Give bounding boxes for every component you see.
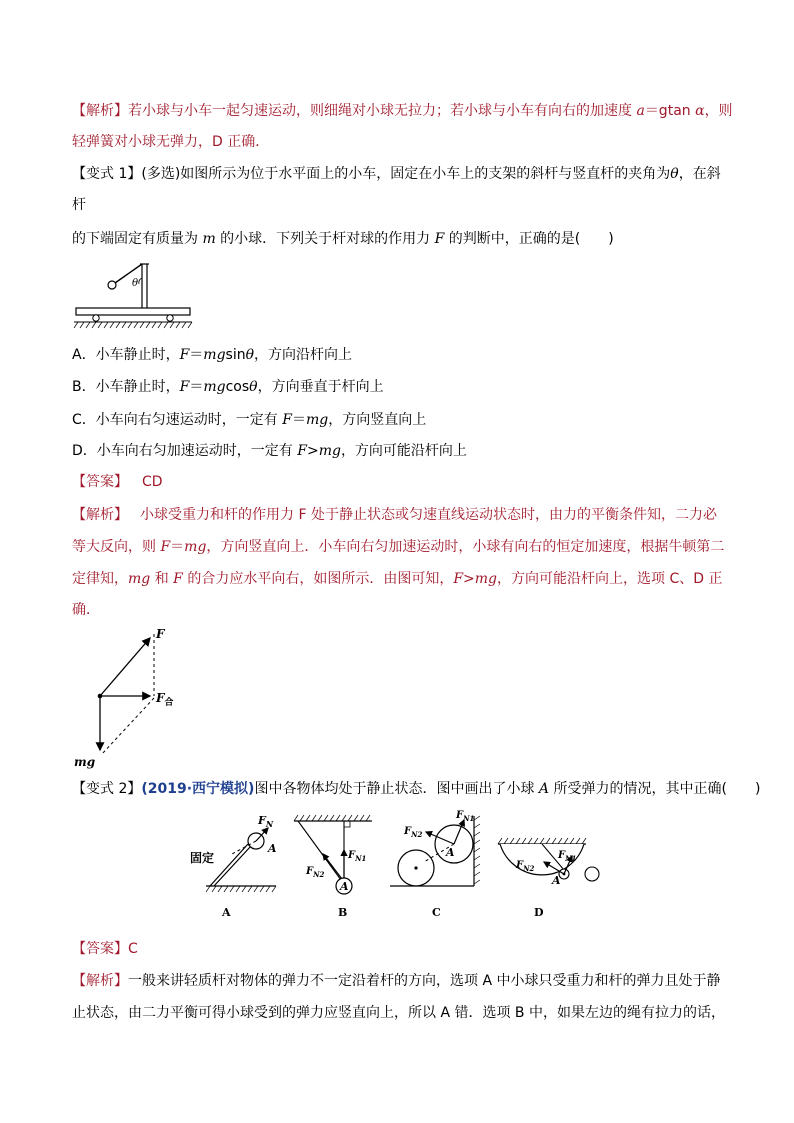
answer-value: CD: [142, 474, 163, 490]
answer-line-2: [72, 939, 138, 959]
var-m: m: [202, 231, 216, 247]
var-F: F: [297, 443, 307, 459]
explanation-text: 的合力应水平向右，如图所示．由图可知，: [182, 571, 454, 587]
option-a: [72, 345, 352, 365]
question-text: 的小球．下列关于杆对球的作用力: [215, 231, 435, 247]
var-theta: θ: [670, 166, 679, 182]
option-text: ＝: [291, 412, 306, 428]
var-a: a: [636, 103, 645, 119]
question-text: 图中各物体均处于静止状态．图中画出了小球: [254, 781, 539, 797]
var-mg: mg: [474, 571, 498, 587]
svg-text:A: A: [340, 880, 349, 893]
explanation-text: ，方向可能沿杆向上，选项 C、D 正: [497, 571, 723, 587]
analysis-tag: 【解析】: [72, 103, 128, 119]
answer-line: [72, 472, 163, 492]
var-mg: mg: [203, 379, 226, 395]
variant2-line: [72, 779, 760, 799]
option-text: ＝: [189, 379, 204, 395]
option-text: ，方向竖直向上: [328, 412, 427, 428]
var-F: F: [453, 571, 464, 587]
figure-c: [390, 810, 480, 919]
question-text: ，在斜: [678, 166, 721, 182]
variant1-line-2: 杆: [72, 197, 86, 213]
var-mg: mg: [305, 412, 329, 428]
var-F: F: [160, 539, 171, 555]
svg-text:FN: $F_N$: [258, 814, 274, 829]
variant1-line-3: [72, 229, 614, 249]
label-F-he: $F_合$: [156, 691, 174, 708]
var-theta: θ: [249, 379, 258, 395]
explanation-line-3: [72, 569, 723, 589]
option-b: [72, 377, 384, 397]
question-text: 的下端固定有质量为: [72, 231, 203, 247]
svg-text:C: C: [432, 906, 441, 919]
option-text: >: [306, 443, 319, 459]
svg-text:FN2: $F_{N2}$: [306, 866, 325, 879]
var-A: A: [538, 781, 550, 797]
explanation-text: ＝: [170, 539, 185, 555]
ball-point: [98, 694, 103, 699]
variant1-tag: 【变式 1】: [72, 166, 142, 182]
label-mg: mg: [74, 755, 96, 769]
option-d: [72, 441, 467, 461]
explanation-text: ，方向竖直向上．小车向右匀加速运动时，小球有向右的恒定加速度，根据牛顿第二: [206, 539, 725, 555]
svg-text:B: B: [338, 906, 348, 919]
var-F: F: [434, 231, 445, 247]
cart-figure: [72, 256, 197, 330]
explanation-tag: 【解析】: [72, 973, 128, 989]
option-text: sin: [225, 347, 246, 363]
svg-text:固定: 固定: [190, 851, 215, 865]
option-text: ，方向沿杆向上: [254, 347, 353, 363]
analysis-text: ＝gtan: [644, 103, 696, 119]
analysis-line-2: 轻弹簧对小球无弹力，D 正确．: [72, 134, 270, 150]
force-diagram: [72, 622, 192, 772]
explanation-line-1: [72, 505, 717, 525]
option-text: B．小车静止时，: [72, 379, 180, 395]
option-text: ，方向垂直于杆向上: [257, 379, 384, 395]
option-text: D．小车向右匀加速运动时，一定有: [72, 443, 298, 459]
svg-text:FN1: $F_{N1}$: [348, 850, 367, 863]
option-text: A．小车静止时，: [72, 347, 180, 363]
explanation-text: 和: [150, 571, 174, 587]
svg-text:D: D: [534, 906, 544, 919]
option-text: ＝: [189, 347, 204, 363]
question-text: 的判断中，正确的是( ): [444, 231, 614, 247]
explanation-line-4: 确．: [72, 602, 100, 618]
option-text: ，方向可能沿杆向上: [340, 443, 467, 459]
explanation-text: 一般来讲轻质杆对物体的弹力不一定沿着杆的方向，选项 A 中小球只受重力和杆的弹力且处于静: [128, 973, 721, 989]
figures-abcd: [186, 806, 606, 924]
theta-label: θ: [132, 278, 139, 289]
svg-text:A: A: [446, 846, 455, 859]
option-text: cos: [225, 379, 250, 395]
option-c: [72, 410, 426, 430]
explanation2-line-1: [72, 971, 720, 991]
svg-text:A: A: [222, 906, 231, 919]
wheel-left: [93, 315, 99, 321]
explanation-tag: 【解析】: [72, 507, 128, 523]
svg-text:FN1: $F_{N1}$: [558, 850, 577, 863]
wheel-right: [167, 315, 173, 321]
answer-tag: 【答案】: [72, 941, 128, 957]
svg-text:A: A: [268, 842, 277, 855]
question-text: (多选)如图所示为位于水平面上的小车，固定在小车上的支架的斜杆与竖直杆的夹角为: [141, 166, 671, 182]
explanation-text: 等大反向，则: [72, 539, 161, 555]
analysis-text: ，则: [704, 103, 733, 119]
var-mg: mg: [203, 347, 226, 363]
analysis-text: 若小球与小车一起匀速运动，则细绳对小球无拉力；若小球与小车有向右的加速度: [128, 103, 637, 119]
svg-text:FN1: $F_{N1}$: [456, 810, 475, 823]
question-text: 所受弹力的情况，其中正确( ): [549, 781, 761, 797]
var-theta: θ: [245, 347, 255, 363]
option-text: C．小车向右匀速运动时，一定有: [72, 412, 283, 428]
ball: [108, 281, 116, 289]
analysis-line-1: [72, 101, 733, 121]
svg-text:A: A: [552, 874, 561, 887]
var-F: F: [173, 571, 183, 587]
svg-text:FN2: $F_{N2}$: [404, 826, 423, 839]
variant1-line-1: [72, 164, 721, 184]
figure-d: [498, 838, 599, 919]
source-label: (2019·西宁模拟): [141, 781, 255, 797]
svg-text:FN2: $F_{N2}$: [516, 860, 535, 873]
var-F: F: [179, 347, 190, 363]
explanation2-line-2: 止状态，由二力平衡可得小球受到的弹力应竖直向上，所以 A 错．选项 B 中，如果左边的绳有拉力的话，: [72, 1005, 725, 1021]
var-F: F: [179, 379, 190, 395]
figure-a: [190, 814, 277, 919]
var-F: F: [282, 412, 292, 428]
explanation-text: 小球受重力和杆的作用力 F 处于静止状态或匀速直线运动状态时，由力的平衡条件知，二力必: [140, 507, 717, 523]
answer-tag: 【答案】: [72, 474, 128, 490]
explanation-line-2: [72, 537, 724, 557]
figure-b: [294, 815, 372, 919]
variant2-tag: 【变式 2】: [72, 781, 142, 797]
var-alpha: α: [695, 103, 705, 119]
explanation-text: 定律知，: [72, 571, 128, 587]
label-F: F: [156, 627, 165, 641]
explanation-text: >: [463, 571, 475, 587]
var-mg: mg: [184, 539, 207, 555]
var-mg: mg: [128, 571, 151, 587]
answer-value: C: [128, 941, 138, 957]
var-mg: mg: [318, 443, 341, 459]
